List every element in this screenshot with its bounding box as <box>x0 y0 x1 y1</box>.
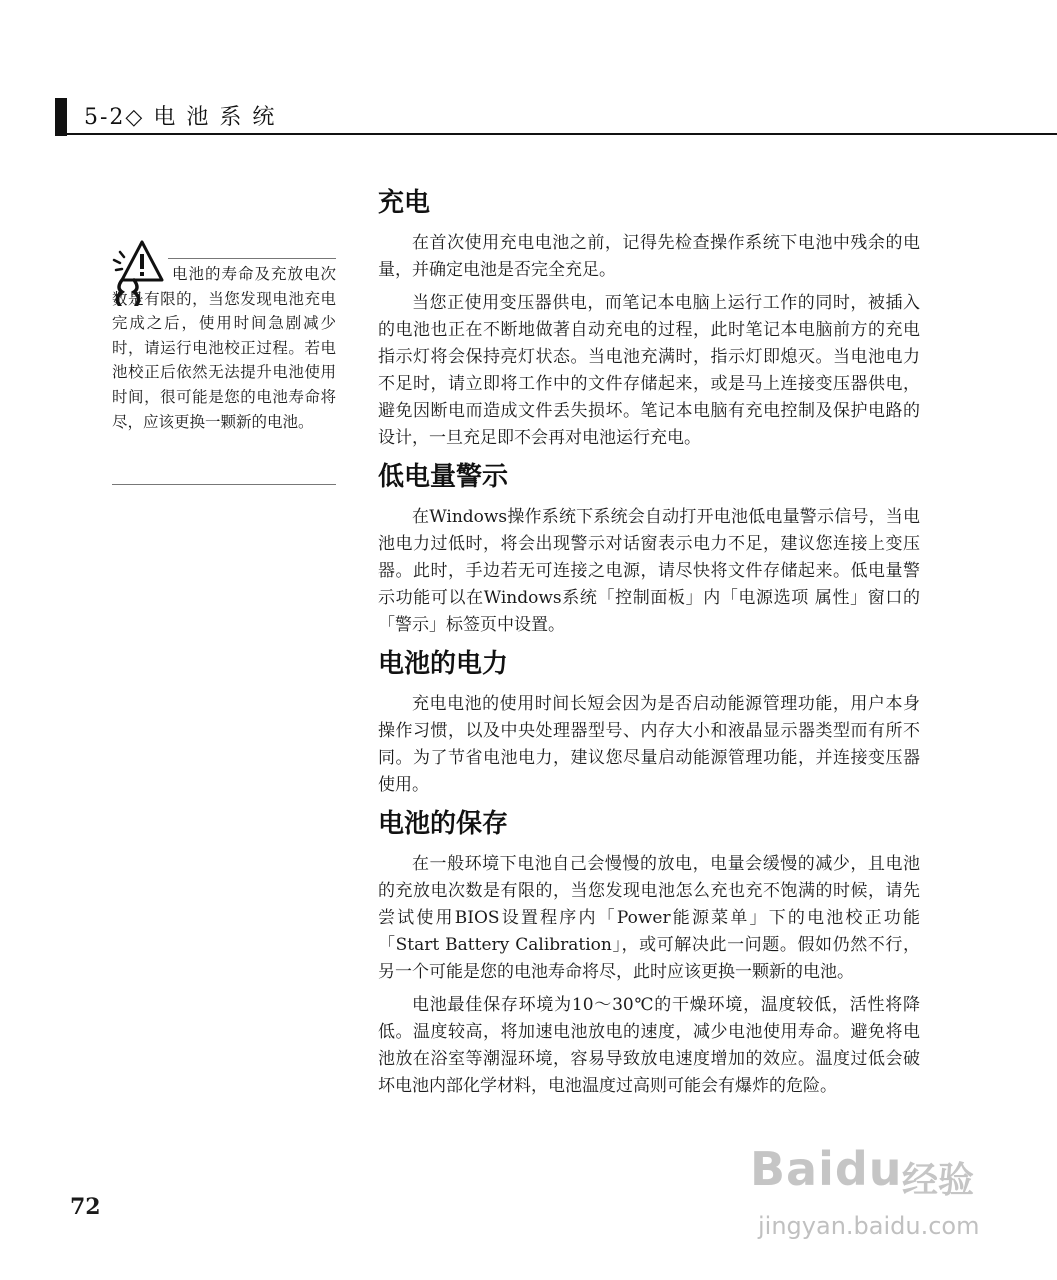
paragraph: 电池最佳保存环境为10～30℃的干燥环境，温度较低，活性将降低。温度较高，将加速电池放电的速度，减少电池使用寿命。避免将电池放在浴室等潮湿环境，容易导致放电速度增加的效应。温度过低会破坏电池内部化学材料，电池温度过高则可能会有爆炸的危险。 <box>378 995 920 1096</box>
watermark-logo-text: Baidu <box>750 1142 903 1196</box>
watermark <box>742 1140 1022 1258</box>
watermark-cn-text: 经验 <box>902 1160 975 1201</box>
section-title-charging: 充电 <box>378 188 431 218</box>
paragraph: 当您正使用变压器供电，而笔记本电脑上运行工作的同时，被插入的电池也正在不断地做著自动充电的过程，此时笔记本电脑前方的充电指示灯将会保持亮灯状态。当电池充满时，指示灯即熄灭。当电池电力不足时，请立即将工作中的文件存储起来，或是马上连接变压器供电，避免因断电而造成文件丢失损坏。笔记本电脑有充电控制及保护电路的设计，一旦充足即不会再对电池运行充电。 <box>378 293 920 448</box>
section-title-low-battery-warning: 低电量警示 <box>378 462 509 492</box>
main-content <box>378 186 920 1106</box>
chapter-header-title: 5-2◇ 电 池 系 统 <box>84 105 277 130</box>
sidenote-top-rule <box>168 258 336 259</box>
paragraph: 在首次使用充电电池之前，记得先检查操作系统下电池中残余的电量，并确定电池是否完全充足。 <box>378 233 920 280</box>
sidenote-text: 电池的寿命及充放电次数是有限的，当您发现电池充电完成之后，使用时间急剧减少时，请运行电池校正过程。若电池校正后依然无法提升电池使用时间，很可能是您的电池寿命将尽，应该更换一颗新的电池。 <box>112 265 336 431</box>
section-title-battery-storage: 电池的保存 <box>378 809 509 839</box>
header-bar <box>55 98 67 136</box>
paragraph: 充电电池的使用时间长短会因为是否启动能源管理功能，用户本身操作习惯，以及中央处理器型号、内存大小和液晶显示器类型而有所不同。为了节省电池电力，建议您尽量启动能源管理功能，并连接变压器使用。 <box>378 694 920 795</box>
paragraph: 在一般环境下电池自己会慢慢的放电，电量会缓慢的减少，且电池的充放电次数是有限的，当您发现电池怎么充也充不饱满的时候，请先尝试使用BIOS设置程序内「Power能源菜单」下的电池校正功能「Start Battery Calibration」，或可解决此一问题。假如仍然不行，另一个可能是您的电池寿命将尽，此时应该更换一颗新的电池。 <box>378 854 920 982</box>
page-number: 72 <box>70 1194 101 1220</box>
paragraph: 在Windows操作系统下系统会自动打开电池低电量警示信号，当电池电力过低时，将会出现警示对话窗表示电力不足，建议您连接上变压器。此时，手边若无可连接之电源，请尽快将文件存储起来。低电量警示功能可以在Windows系统「控制面板」内「电源选项 属性」窗口的「警示」标签页中设置。 <box>378 507 920 635</box>
sidenote-bottom-rule <box>112 484 336 485</box>
header-rule <box>67 133 1057 135</box>
watermark-url: jingyan.baidu.com <box>758 1212 980 1240</box>
section-title-battery-power: 电池的电力 <box>378 649 509 679</box>
